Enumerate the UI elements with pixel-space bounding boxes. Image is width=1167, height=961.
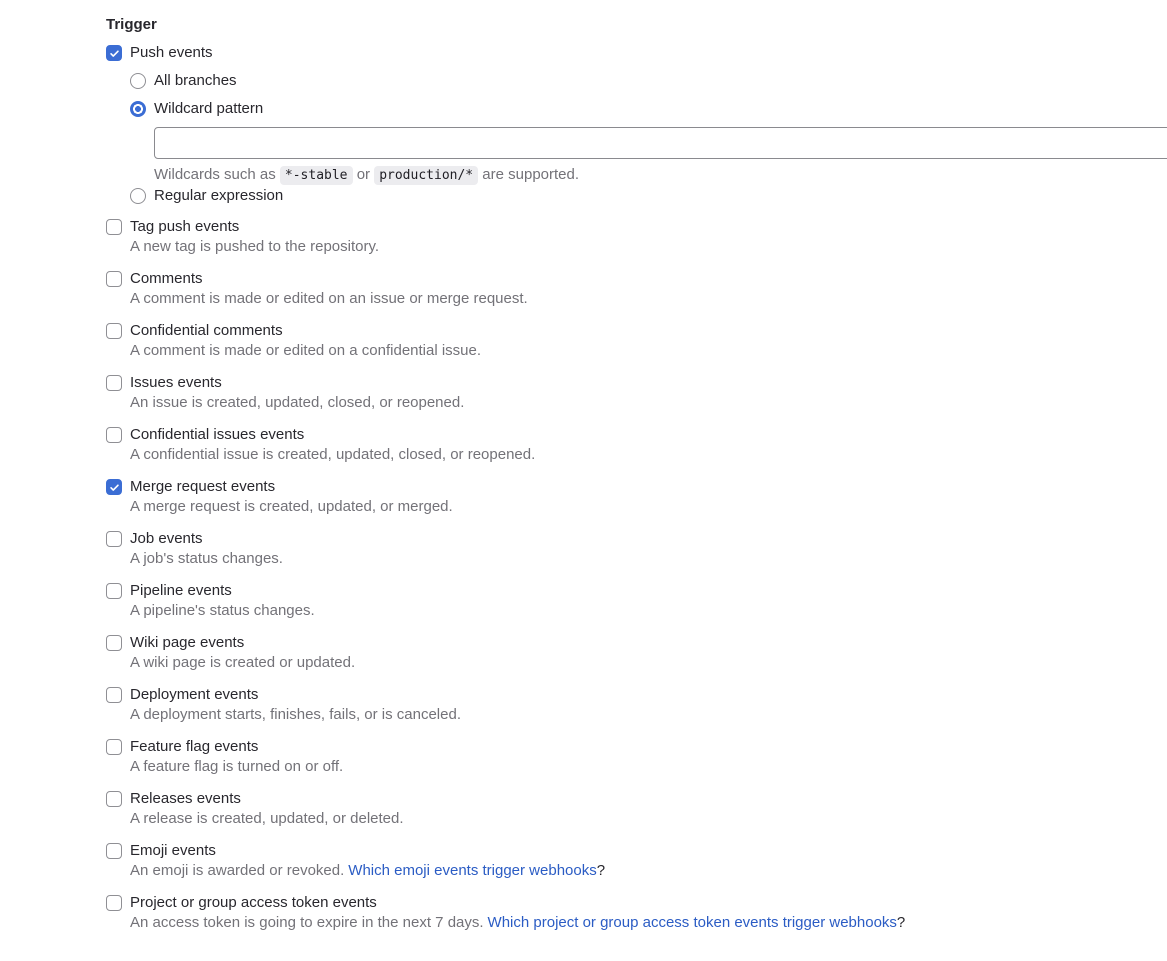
event-description: A feature flag is turned on or off. [130, 758, 344, 775]
event-description [130, 913, 1167, 933]
deployment-events-checkbox[interactable] [106, 687, 122, 703]
code-chip-production: production/* [374, 166, 478, 185]
pipeline-events-label[interactable]: Pipeline events [130, 582, 232, 599]
releases-events-checkbox[interactable] [106, 791, 122, 807]
event-description: A comment is made or edited on a confidential issue. [130, 342, 482, 359]
event-description-text: An access token is going to expire in the next 7 days. [130, 914, 484, 931]
confidential-issues-events-checkbox[interactable] [106, 427, 122, 443]
wildcard-pattern-row [130, 99, 1167, 119]
comments-label[interactable]: Comments [130, 270, 203, 287]
job-events-checkbox[interactable] [106, 531, 122, 547]
event-row-job [106, 529, 1167, 569]
all-branches-row [130, 71, 1167, 91]
event-row-feature-flag [106, 737, 1167, 777]
event-description: A comment is made or edited on an issue or merge request. [130, 290, 528, 307]
wildcard-pattern-radio[interactable] [130, 101, 146, 117]
wiki-page-events-label[interactable]: Wiki page events [130, 634, 245, 651]
wiki-page-events-checkbox[interactable] [106, 635, 122, 651]
regular-expression-row [130, 186, 1167, 206]
event-description: A new tag is pushed to the repository. [130, 238, 380, 255]
push-events-row [106, 43, 1167, 63]
code-chip-stable: *-stable [280, 166, 353, 185]
issues-events-checkbox[interactable] [106, 375, 122, 391]
event-description: A deployment starts, finishes, fails, or is canceled. [130, 706, 461, 723]
event-row-access-token [106, 893, 1167, 933]
help-link-suffix: ? [896, 914, 906, 931]
event-row-issues [106, 373, 1167, 413]
event-row-comments [106, 269, 1167, 309]
wildcard-pattern-input[interactable] [154, 127, 1167, 159]
check-icon [109, 482, 120, 493]
regular-expression-label[interactable]: Regular expression [154, 187, 284, 204]
access-token-events-label[interactable]: Project or group access token events [130, 894, 377, 911]
event-row-tag-push [106, 217, 1167, 257]
confidential-comments-checkbox[interactable] [106, 323, 122, 339]
event-description: A confidential issue is created, updated, closed, or reopened. [130, 446, 536, 463]
event-description: A wiki page is created or updated. [130, 654, 356, 671]
event-row-pipeline [106, 581, 1167, 621]
issues-events-label[interactable]: Issues events [130, 374, 222, 391]
event-row-confidential-comments [106, 321, 1167, 361]
event-row-emoji [106, 841, 1167, 881]
tag-push-events-label[interactable]: Tag push events [130, 218, 240, 235]
all-branches-label[interactable]: All branches [154, 72, 237, 89]
merge-request-events-checkbox[interactable] [106, 479, 122, 495]
event-description: A merge request is created, updated, or merged. [130, 498, 453, 515]
event-row-releases [106, 789, 1167, 829]
wildcard-help-middle: or [356, 166, 371, 183]
trigger-section-label: Trigger [106, 16, 157, 33]
merge-request-events-label[interactable]: Merge request events [130, 478, 276, 495]
all-branches-radio[interactable] [130, 73, 146, 89]
check-icon [109, 48, 120, 59]
regular-expression-radio[interactable] [130, 188, 146, 204]
releases-events-label[interactable]: Releases events [130, 790, 241, 807]
event-row-confidential-issues [106, 425, 1167, 465]
event-row-deployment [106, 685, 1167, 725]
job-events-label[interactable]: Job events [130, 530, 203, 547]
comments-checkbox[interactable] [106, 271, 122, 287]
feature-flag-events-label[interactable]: Feature flag events [130, 738, 259, 755]
pipeline-events-checkbox[interactable] [106, 583, 122, 599]
wildcard-help-prefix: Wildcards such as [154, 166, 276, 183]
wildcard-help-text [154, 165, 1167, 186]
event-row-wiki-page [106, 633, 1167, 673]
wildcard-pattern-label[interactable]: Wildcard pattern [154, 100, 264, 117]
confidential-comments-label[interactable]: Confidential comments [130, 322, 283, 339]
emoji-events-checkbox[interactable] [106, 843, 122, 859]
push-events-checkbox[interactable] [106, 45, 122, 61]
event-description: A job's status changes. [130, 550, 283, 567]
wildcard-pattern-block [154, 127, 1167, 186]
event-description: A release is created, updated, or deleted. [130, 810, 404, 827]
event-list [106, 217, 1167, 933]
access-token-events-help-link[interactable]: Which project or group access token events trigger webhooks [487, 914, 897, 931]
push-branch-filter-group [130, 71, 1167, 206]
emoji-events-help-link[interactable]: Which emoji events trigger webhooks [348, 862, 597, 879]
event-row-merge-request [106, 477, 1167, 517]
emoji-events-label[interactable]: Emoji events [130, 842, 216, 859]
event-description [130, 861, 1167, 881]
event-description: A pipeline's status changes. [130, 602, 315, 619]
deployment-events-label[interactable]: Deployment events [130, 686, 259, 703]
tag-push-events-checkbox[interactable] [106, 219, 122, 235]
confidential-issues-events-label[interactable]: Confidential issues events [130, 426, 305, 443]
push-events-label[interactable]: Push events [130, 44, 213, 61]
access-token-events-checkbox[interactable] [106, 895, 122, 911]
event-description-text: An emoji is awarded or revoked. [130, 862, 345, 879]
feature-flag-events-checkbox[interactable] [106, 739, 122, 755]
help-link-suffix: ? [596, 862, 606, 879]
event-description: An issue is created, updated, closed, or reopened. [130, 394, 465, 411]
wildcard-help-suffix: are supported. [482, 166, 580, 183]
